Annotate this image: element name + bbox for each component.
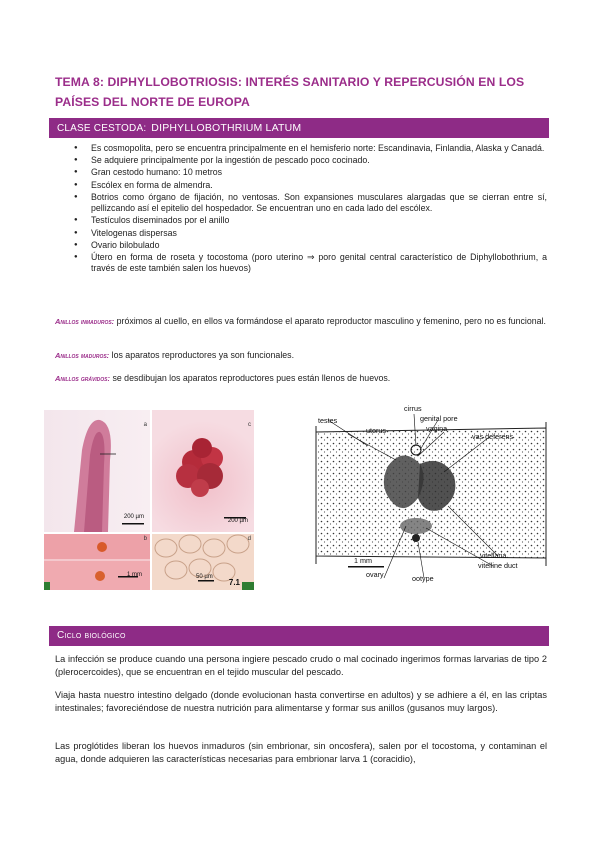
scale-label-c: 200 µm <box>227 518 248 524</box>
label-vitelline-duct: vitelline duct <box>478 561 518 570</box>
label-uterus: uterus <box>366 426 386 435</box>
list-item: ● Se adquiere principalmente por la ingestión de pescado poco cocinado. <box>60 155 547 166</box>
section-header-cycle <box>49 626 549 646</box>
cycle-paragraph-2: Viaja hasta nuestro intestino delgado (donde evolucionan hasta convertirse en adultos) y se adhiere a él, en las criptas intestinales; favoreciéndose de nuestra nutrición para alimentarse y formar sus anillos (gusanos muy largos). <box>55 690 547 713</box>
mature-rings-text: los aparatos reproductores ya son funcionales. <box>109 350 295 360</box>
uterus-rosette-image <box>152 410 254 532</box>
scale-label-a: 200 µm <box>123 514 144 520</box>
label-ovary: ovary <box>366 570 384 579</box>
label-vitellaria: vitellaria <box>480 551 507 560</box>
panel-letter-b: b <box>143 536 147 542</box>
gravid-rings-label: Anillos grávidos: <box>55 374 110 383</box>
panel-letter-a: a <box>143 422 147 428</box>
label-cirrus: cirrus <box>404 404 422 413</box>
micrograph-figure <box>44 410 254 590</box>
panel-letter-d: d <box>247 536 251 542</box>
label-testes: testes <box>318 416 338 425</box>
label-vagina: vagina <box>426 424 448 433</box>
features-list <box>60 143 547 276</box>
label-ootype: ootype <box>412 574 434 583</box>
immature-rings-label: Anillos inmaduros: <box>55 317 115 326</box>
list-item: ● Testículos diseminados por el anillo <box>60 215 547 226</box>
micrograph-panel-a <box>44 410 150 532</box>
list-item: ● Botrios como órgano de fijación, no ventosas. Son expansiones musculares alargadas que se cierran entre sí, pellizcando así el epitelio del hospedador. Se encuentran uno en cada lado del escólex. <box>60 192 547 215</box>
list-item: ● Ovario bilobulado <box>60 240 547 251</box>
micrograph-panel-b <box>44 534 150 590</box>
proglottid-diagram <box>308 406 553 584</box>
panel-letter-c: c <box>248 422 251 428</box>
label-vas-deferens: vas deferens <box>472 432 514 441</box>
scale-label-b: 1 mm <box>127 572 142 578</box>
proglottids-image <box>44 534 150 590</box>
list-item: ● Útero en forma de roseta y tocostoma (poro uterino ⇒ poro genital central característico de Diphyllobothrium, a través de este también salen los huevos) <box>60 252 547 275</box>
cycle-paragraph-1: La infección se produce cuando una persona ingiere pescado crudo o mal cocinado ingerimos formas larvarias de tipo 2 (plerocercoides), que se encuentran en el tejido muscular del pescado. <box>55 654 547 677</box>
list-item: ● Vitelogenas dispersas <box>60 228 547 239</box>
micrograph-panel-d <box>152 534 254 590</box>
gravid-rings-text: se desdibujan los aparatos reproductores pues están llenos de huevos. <box>110 373 391 383</box>
list-item: ● Escólex en forma de almendra. <box>60 180 547 191</box>
mature-rings-label: Anillos maduros: <box>55 351 110 360</box>
scale-label-d: 50 µm <box>196 574 213 580</box>
section-label: Ciclo biológico <box>57 630 126 641</box>
immature-rings-paragraph <box>55 316 547 328</box>
label-scale: 1 mm <box>354 556 372 565</box>
list-item: ● Es cosmopolita, pero se encuentra principalmente en el hemisferio norte: Escandinavia, Finlandia, Alaska y Canadá. <box>60 143 547 154</box>
page-title: TEMA 8: DIPHYLLOBOTRIOSIS: INTERÉS SANITARIO Y REPERCUSIÓN EN LOS PAÍSES DEL NORTE DE EUROPA <box>55 75 525 109</box>
section-header-cestoda <box>49 118 549 138</box>
mature-rings-paragraph <box>55 350 547 362</box>
figure-number: 7.1 <box>228 578 240 587</box>
micrograph-panel-c <box>152 410 254 532</box>
gravid-rings-paragraph <box>55 373 547 385</box>
cycle-paragraph-3: Las proglótides liberan los huevos inmaduros (sin embrionar, sin oncosfera), salen por el tocostoma, y contaminan el agua, donde adquieren las características necesarias para embrionar larva 1 (coracidio), <box>55 741 547 764</box>
species-name: DIPHYLLOBOTHRIUM LATUM <box>151 122 302 134</box>
label-genital-pore: genital pore <box>420 414 458 423</box>
section-label: CLASE CESTODA: <box>57 123 147 134</box>
list-item: ● Gran cestodo humano: 10 metros <box>60 167 547 178</box>
immature-rings-text: próximos al cuello, en ellos va formándose el aparato reproductor masculino y femenino, pero no es funcional. <box>114 316 546 326</box>
